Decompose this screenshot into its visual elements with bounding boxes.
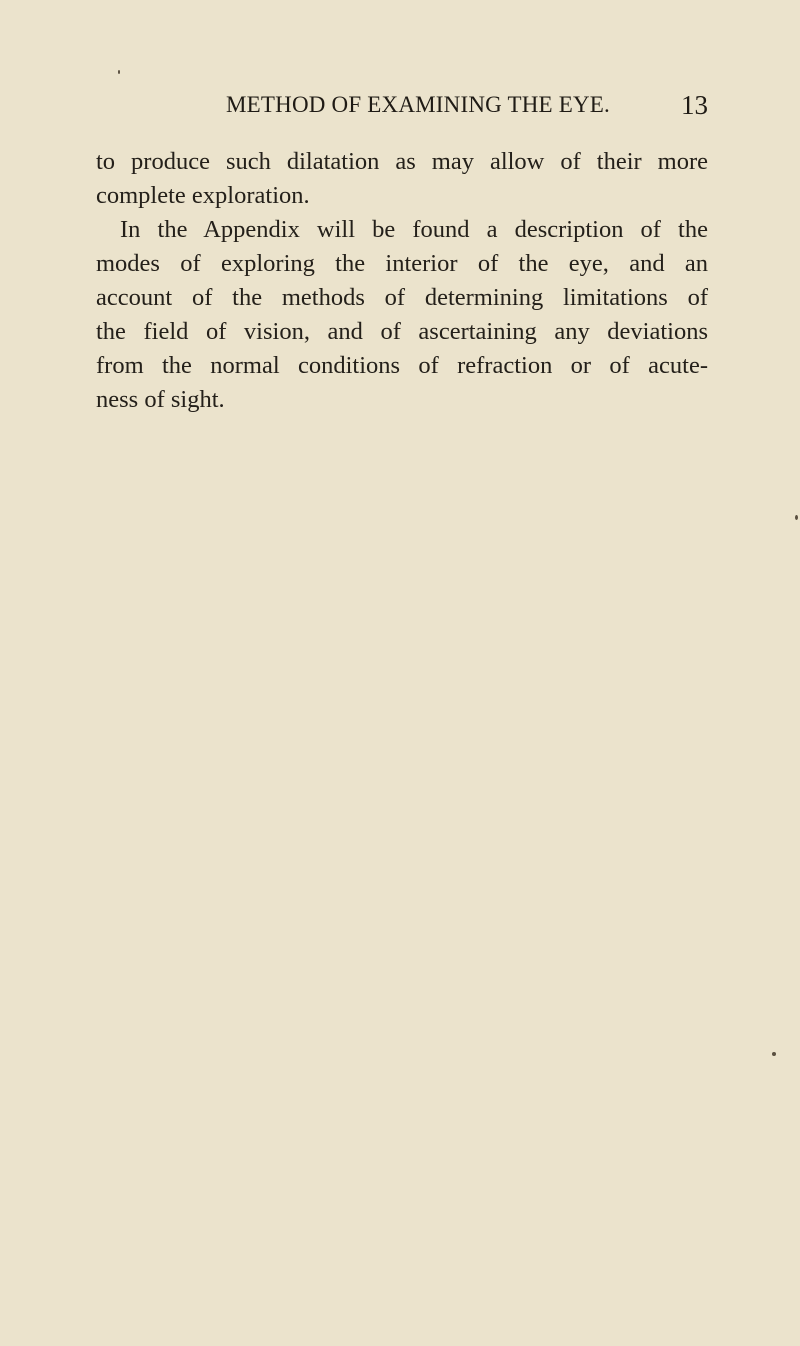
text-line: to produce such dilatation as may allow of their more: [96, 148, 708, 175]
text-line: the field of vision, and of ascertaining any deviations: [96, 318, 708, 345]
running-head-title: METHOD OF EXAMINING THE EYE.: [226, 92, 610, 117]
text-line: modes of exploring the interior of the eye, and an: [96, 250, 708, 277]
body-text: [96, 145, 708, 417]
paper-speck: [772, 1052, 776, 1056]
text-line: from the normal conditions of refraction or of acute-: [96, 352, 708, 379]
text-line: complete exploration.: [96, 182, 310, 209]
running-head: [96, 92, 708, 124]
text-line: In the Appendix will be found a description of the: [120, 216, 708, 243]
text-line: account of the methods of determining limitations of: [96, 284, 708, 311]
paper-speck: [795, 515, 798, 520]
paper-speck: [118, 70, 120, 74]
page-number: 13: [681, 90, 708, 120]
text-line: ness of sight.: [96, 386, 225, 413]
